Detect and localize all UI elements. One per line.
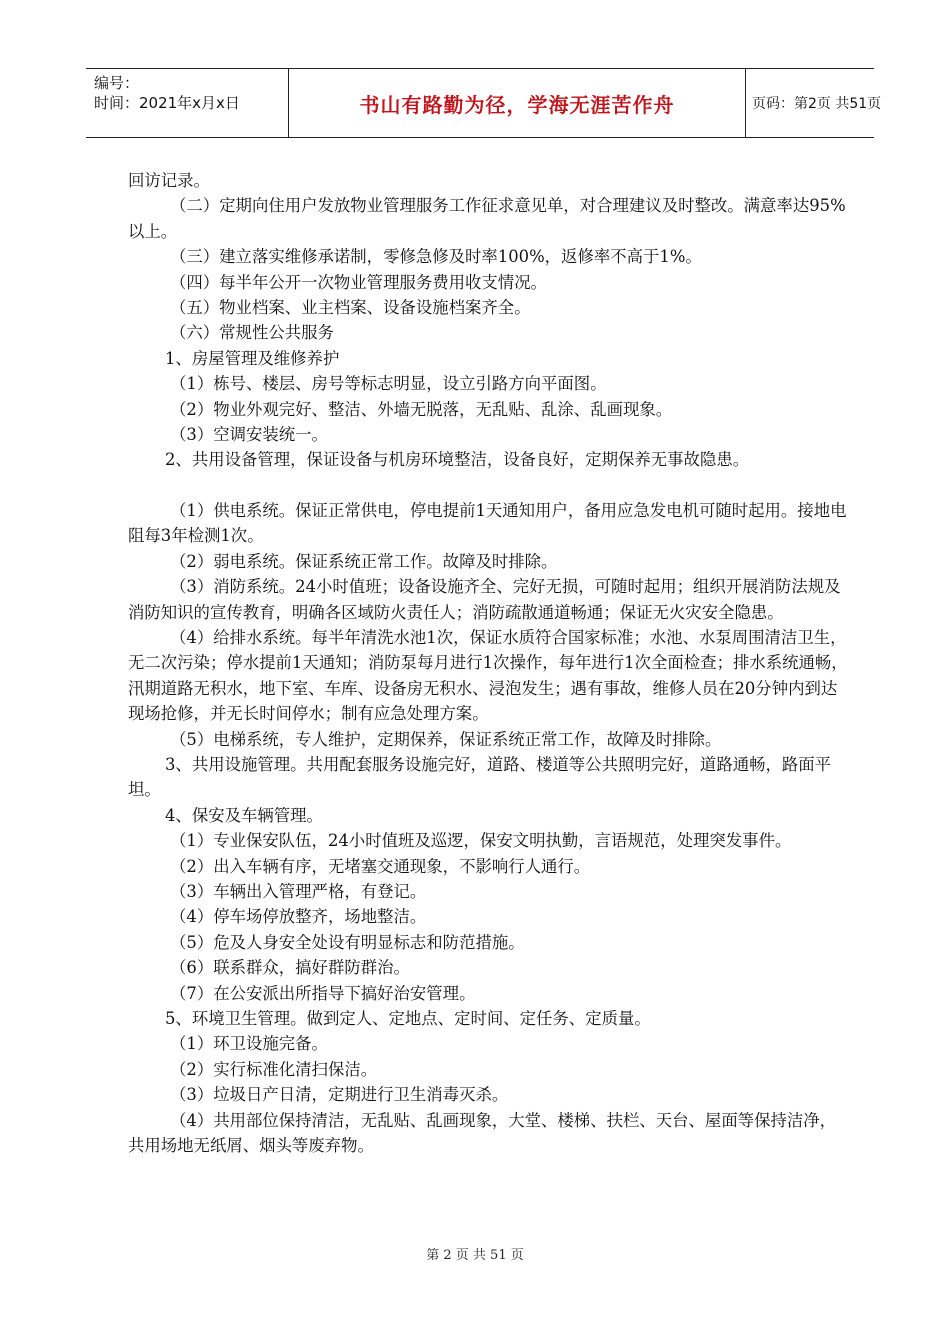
paragraph: （7）在公安派出所指导下搞好治安管理。 — [170, 983, 476, 1003]
paragraph: （1）栋号、楼层、房号等标志明显，设立引路方向平面图。 — [170, 374, 607, 394]
paragraph: （二）定期向住用户发放物业管理服务工作征求意见单，对合理建议及时整改。满意率达95%以上。 — [128, 196, 846, 241]
paragraph: （3）垃圾日产日清，定期进行卫生消毒灭杀。 — [170, 1085, 509, 1105]
paragraph: （3）空调安装统一。 — [170, 425, 328, 445]
paragraph: 4、保安及车辆管理。 — [165, 805, 323, 825]
paragraph: （1）环卫设施完备。 — [170, 1034, 328, 1054]
paragraph: （三）建立落实维修承诺制，零修急修及时率100%，返修率不高于1%。 — [170, 247, 702, 267]
paragraph: （5）电梯系统，专人维护，定期保养，保证系统正常工作，故障及时排除。 — [170, 729, 722, 749]
document-body — [128, 168, 848, 1158]
page-footer: 第 2 页 共 51 页 — [426, 1248, 524, 1263]
paragraph: 1、房屋管理及维修养护 — [165, 348, 340, 368]
paragraph: （4）停车场停放整齐，场地整洁。 — [170, 907, 427, 927]
paragraph: （4）共用部位保持清洁，无乱贴、乱画现象，大堂、楼梯、扶栏、天台、屋面等保持洁净，共用场地无纸屑、烟头等废弃物。 — [128, 1110, 837, 1156]
paragraph: （1）专业保安队伍，24小时值班及巡逻，保安文明执勤，言语规范，处理突发事件。 — [170, 831, 792, 851]
paragraph: 3、共用设施管理。共用配套服务设施完好，道路、楼道等公共照明完好，道路通畅，路面平坦。 — [128, 754, 832, 800]
paragraph: 回访记录。 — [128, 171, 210, 190]
paragraph: （六）常规性公共服务 — [170, 323, 334, 343]
header-meta — [86, 69, 288, 141]
paragraph: （4）给排水系统。每半年清洗水池1次，保证水质符合国家标准；水池、水泵周围清洁卫生，无二次污染；停水提前1天通知；消防泵每月进行1次操作，每年进行1次全面检查；排水系统通畅，汛期道路无积水，地下室、车库、设备房无积水、浸泡发生；遇有事故，维修人员在20分钟内到达现场抢修，并无长时间停水；制有应急处理方案。 — [128, 627, 848, 724]
document-time: 时间：2021年x月x日 — [94, 94, 240, 112]
paragraph: （3）车辆出入管理严格，有登记。 — [170, 881, 427, 901]
paragraph: （5）危及人身安全处设有明显标志和防范措施。 — [170, 932, 525, 952]
blank-line — [128, 473, 848, 498]
paragraph: （2）弱电系统。保证系统正常工作。故障及时排除。 — [170, 551, 558, 571]
page-header — [86, 68, 882, 138]
paragraph: 5、环境卫生管理。做到定人、定地点、定时间、定任务、定质量。 — [165, 1009, 651, 1028]
paragraph: （6）联系群众，搞好群防群治。 — [170, 958, 410, 978]
document-number: 编号： — [94, 74, 140, 92]
header-slogan: 书山有路勤为径，学海无涯苦作舟 — [288, 69, 746, 137]
paragraph: （3）消防系统。24小时值班；设备设施齐全、完好无损，可随时起用；组织开展消防法规及消防知识的宣传教育，明确各区域防火责任人；消防疏散通道畅通；保证无火灾安全隐患。 — [128, 577, 841, 622]
paragraph: 2、共用设备管理，保证设备与机房环境整洁，设备良好，定期保养无事故隐患。 — [165, 450, 750, 470]
paragraph: （五）物业档案、业主档案、设备设施档案齐全。 — [170, 298, 531, 318]
paragraph: （1）供电系统。保证正常供电，停电提前1天通知用户，备用应急发电机可随时起用。接地电阻每3年检测1次。 — [128, 500, 847, 546]
paragraph: （四）每半年公开一次物业管理服务费用收支情况。 — [170, 272, 547, 292]
header-page-code: 页码：第2页 共51页 — [752, 96, 882, 112]
paragraph: （2）物业外观完好、整洁、外墙无脱落，无乱贴、乱涂、乱画现象。 — [170, 399, 673, 419]
paragraph: （2）实行标准化清扫保洁。 — [170, 1059, 378, 1079]
paragraph: （2）出入车辆有序，无堵塞交通现象，不影响行人通行。 — [170, 856, 591, 876]
